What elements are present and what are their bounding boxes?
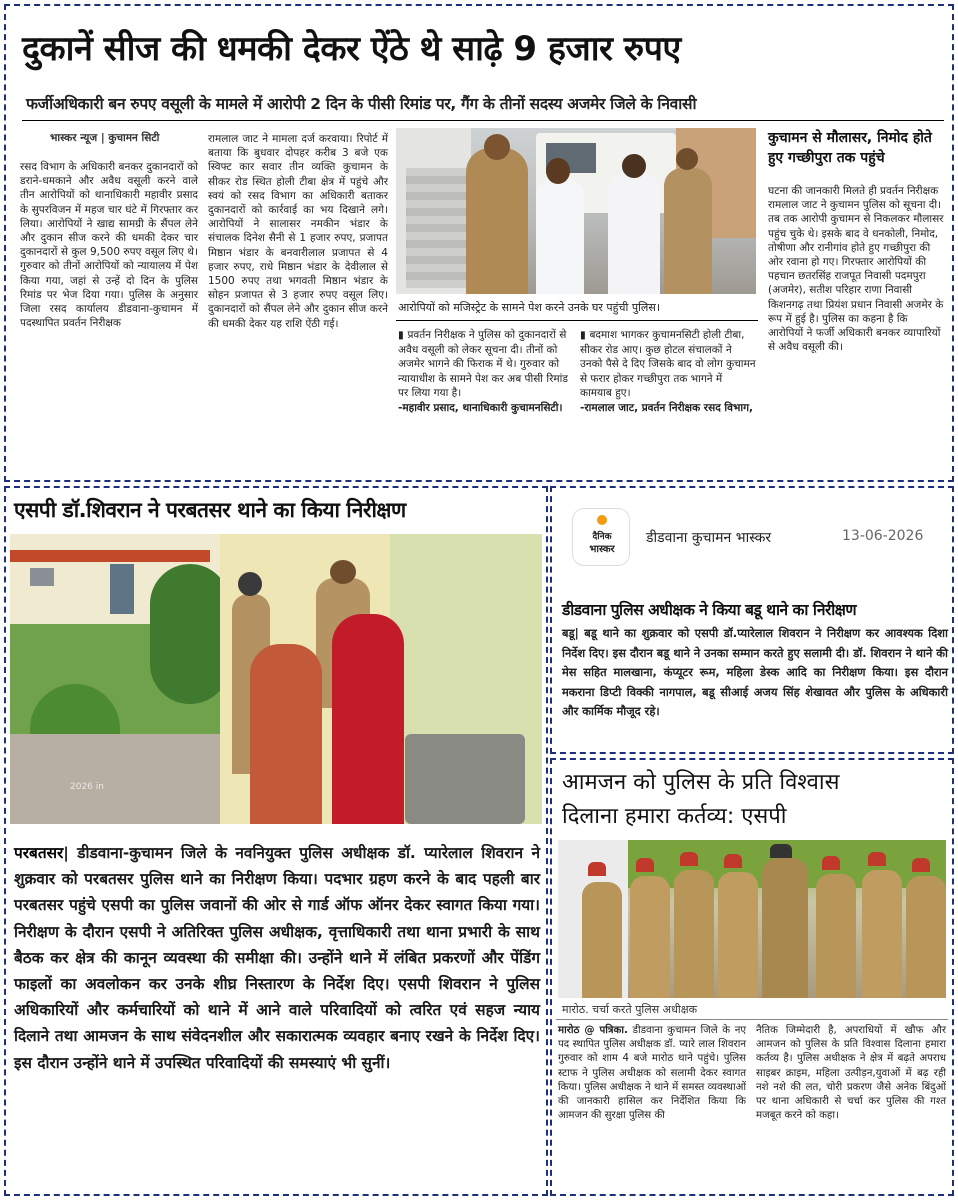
story4-dateline: मारोठ @ पत्रिका. — [558, 1025, 628, 1036]
bhaskar-logo — [572, 508, 630, 566]
logo-line2: भास्कर — [589, 544, 615, 555]
story4-headline-line2: दिलाना हमारा कर्तव्य: एसपी — [562, 804, 787, 829]
story2-body-text: | डीडवाना-कुचामन जिले के नवनियुक्त पुलिस अधीक्षक डॉ. प्यारेलाल शिवरान ने शुक्रवार को परबतसर पुलिस थाने का निरीक्षण किया। पदभार ग्रहण करने के बाद पहली बार परबतसर पहुंचे एसपी का पुलिस जवानों की ओर से गार्ड ऑफ ऑनर देकर स्वागत किया गया। निरीक्षण के दौरान एसपी ने अतिरिक्त पुलिस अधीक्षक, वृत्ताधिकारी तथा थाना प्रभारी के साथ बैठक कर क्षेत्र की कानून व्यवस्था की समीक्षा की। उन्होंने थाने में लंबित प्रकरणों और पेंडिंग फाइलों का अवलोकन कर उनके शीघ्र निस्तारण के निर्देश दिए। एसपी शिवरान ने पुलिस अधिकारियों और कर्मचारियों को थाने में आने वाले परिवादियों को त्वरित एवं सहज न्याय दिलाने तथा आमजन के साथ संवेदनशील और सकारात्मक व्यवहार बनाए रखने के निर्देश दिए। इस दौरान उन्होंने थाने में उपस्थित परिवादियों की समस्याएं भी सुनीं। — [14, 844, 540, 1072]
story2-body-lead: परबतसर — [14, 844, 64, 862]
story1-deck: फर्जीअधिकारी बन रुपए वसूली के मामले में आरोपी 2 दिन के पीसी रिमांड पर, गैंग के तीनों सदस्य अजमेर जिले के निवासी — [26, 95, 697, 113]
story3-date: 13-06-2026 — [842, 528, 924, 544]
logo-line1: दैनिक — [592, 532, 612, 542]
story1-col1: रसद विभाग के अधिकारी बनकर दुकानदारों को डराने-धमकाने और अवैध वसूली करने वाले तीन आरोपियों को थानाधिकारी महावीर प्रसाद के सुपरविजन में महज चार घंटे में गिरफ्तार कर लिया। आरोपियों ने खाद्य सामग्री के सैंपल लेने और दुकान सीज करने की धमकी देकर चार दुकानदारों से कुल 9,500 रुपए वसूल लिए थे। गुरुवार को तीनों आरोपियों को न्यायालय में पेश किया गया, जहां से उन्हें दो दिन के पुलिस रिमांड पर भेज दिया गया। पुलिस के अनुसार जिला रसद कार्यालय डीडवाना-कुचामन में पदस्थापित प्रवर्तन निरीक्षक — [20, 161, 198, 330]
story1-quote1-text: प्रवर्तन निरीक्षक ने पुलिस को दुकानदारों से अवैध वसूली को लेकर सूचना दी। तीनों को अजमेर भागने की फिराक में थे। गुरुवार को न्यायाधीश के सामने पेश कर अब पीसी रिमांड पर लिया गया है। — [398, 329, 568, 399]
story1-side-headline: कुचामन से मौलासर, निमोद होते हुए गच्छीपुरा तक पहुंचे — [768, 130, 932, 166]
quote-marker-icon: ▮ — [398, 329, 408, 341]
story1-quote2-byline: -रामलाल जाट, प्रवर्तन निरीक्षक रसद विभाग, — [580, 401, 753, 414]
story4-col1 — [558, 1024, 746, 1123]
story3-body-lead: बडू — [562, 626, 575, 640]
story4-photo — [558, 840, 946, 998]
story4-headline-line1: आमजन को पुलिस के प्रति विश्वास — [562, 770, 840, 795]
quote-marker-icon: ▮ — [580, 329, 590, 341]
story2-body — [14, 840, 540, 1076]
story1-side-text: घटना की जानकारी मिलते ही प्रवर्तन निरीक्षक रामलाल जाट ने कुचामन पुलिस को सूचना दी। तब तक आरोपी कुचामन से निकलकर मौलासर पहुंच चुके थे। इसके बाद वे धनकोली, निमोद, तोषीणा और रानीगांव होते हुए गच्छीपुरा की ओर रवाना हो गए। गिरफ्तार आरोपियों की पहचान छतरसिंह राजपूत निवासी पदमपुरा (अजमेर), सतीश परिहार राणा निवासी किशनगढ़ तथा प्रियंश प्रधान निवासी अजमेर के रूप में हुई है। पुलिस का कहना है कि आरोपियों ने फर्जी अधिकारी बनकर व्यापारियों से अवैध वसूली की। — [768, 185, 944, 354]
story1-caption-rule — [396, 320, 758, 321]
story1-headline: दुकानें सीज की धमकी देकर ऐंठे थे साढ़े 9 हजार रुपए — [22, 29, 681, 69]
story3-body — [562, 624, 948, 722]
story2-photo-watermark: 2026 in — [70, 782, 104, 792]
story1-quote1-byline: -महावीर प्रसाद, थानाधिकारी कुचामनसिटी। — [398, 401, 563, 414]
story1-quote1 — [398, 328, 568, 415]
story1-photo — [396, 128, 756, 294]
story4-col2: नैतिक जिम्मेदारी है, अपराधियों में खौफ और आमजन को पुलिस के प्रति विश्वास दिलाना हमारा कर्तव्य है। पुलिस अधीक्षक ने क्षेत्र में बढ़ते अपराध साइबर क्राइम, महिला उत्पीड़न,युवाओं में बढ़ रही नशे नशे की लत, चोरी प्रकरण जैसे अनेक बिंदुओं पर थाना अधिकारी से चर्चा कर पुलिस की गश्त मजबूत करने को कहा। — [756, 1025, 946, 1122]
story2-photo — [10, 534, 542, 824]
story1-dateline: भास्कर न्यूज | कुचामन सिटी — [50, 132, 160, 144]
sun-icon — [597, 515, 607, 525]
story1-col2: रामलाल जाट ने मामला दर्ज करवाया। रिपोर्ट में बताया कि बुधवार दोपहर करीब 3 बजे एक स्विफ्ट कार सवार तीन व्यक्ति कुचामन के सीकर रोड स्थित होली टीबा क्षेत्र में पहुंचे और स्वयं को रसद विभाग का अधिकारी बताकर दुकानदारों को कार्रवाई का भय दिखाने लगे। आरोपियों ने सालासर नमकीन भंडार के संचालक दिनेश सैनी से 1 हजार रुपए, प्रजापत मिष्ठान भंडार के बनवारीलाल प्रजापत से 4 हजार रुपए, राधे मिष्ठान भंडार के देवीलाल से 1500 रुपए तथा भगवती मिष्ठान भंडार के सोहन प्रजापत से 3 हजार रुपए वसूल लिए। दुकानदारों को सैंपल लेने और दुकान सीज करने की धमकी देकर यह राशि ऐंठी गई। — [208, 133, 388, 330]
story4-col1-text: डीडवाना कुचामन जिले के नए पद स्थापित पुलिस अधीक्षक डॉ. प्यारे लाल शिवरान गुरुवार को शाम 4 बजे मारोठ थाने पहुंचे। पुलिस स्टाफ ने पुलिस अधीक्षक को सलामी देकर स्वागत किया। पुलिस अधीक्षक ने थाने में समस्त व्यवस्थाओं की जानकारी हासिल कर निर्देशित किया कि आमजन की सुरक्षा पुलिस की — [558, 1025, 746, 1122]
story4-caption-rule — [556, 1019, 948, 1020]
story2-headline: एसपी डॉ.शिवरान ने परबतसर थाने का किया निरीक्षण — [14, 498, 406, 522]
story1-photo-caption: आरोपियों को मजिस्ट्रेट के सामने पेश करने उनके घर पहुंची पुलिस। — [398, 301, 660, 314]
story1-rule — [22, 120, 944, 121]
story4-photo-caption: मारोठ. चर्चा करते पुलिस अधीक्षक — [562, 1003, 698, 1016]
story1-quote2-text: बदमाश भागकर कुचामनसिटी होली टीबा, सीकर रोड आए। कुछ होटल संचालकों ने उनको पैसे दे दिए जिसके बाद वो लोग कुचामन से फरार होकर गच्छीपुरा तक भागने में कामयाब हुए। — [580, 329, 756, 399]
story3-source: डीडवाना कुचामन भास्कर — [646, 530, 772, 546]
story3-body-text: | बडू थाने का शुक्रवार को एसपी डॉ.प्यारेलाल शिवरान ने निरीक्षण कर आवश्यक दिशा निर्देश दिए। इस दौरान बडू थाने ने उनका सम्मान करते हुए सलामी दी। डॉ. शिवरान ने थाने की मेस सहित मालखाना, कंप्यूटर रूम, महिला डेस्क आदि का निरीक्षण किया। इस दौरान मकराना डिप्टी विक्की नागपाल, बडू सीआई अजय सिंह शेखावत और पुलिस के अधिकारी और कार्मिक मौजूद रहे। — [562, 626, 948, 718]
story3-headline: डीडवाना पुलिस अधीक्षक ने किया बडू थाने का निरीक्षण — [562, 601, 857, 619]
story1-quote2 — [580, 328, 756, 415]
